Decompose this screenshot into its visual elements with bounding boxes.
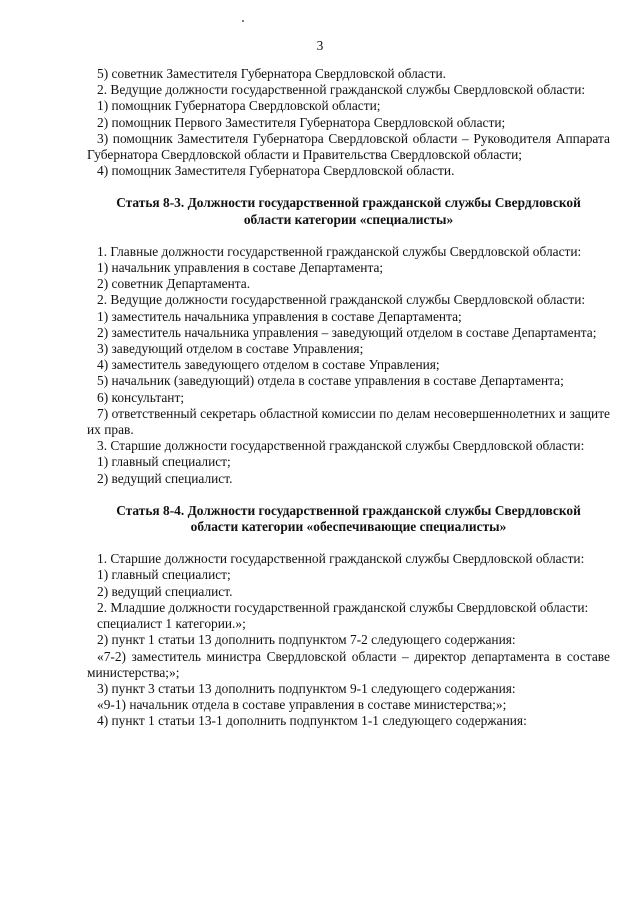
amendment-item: 2) пункт 1 статьи 13 дополнить подпунктом 7-2 следующего содержания: [97,632,516,648]
list-item: 1) главный специалист; [97,567,231,583]
amendment-text: «9-1) начальник отдела в составе управления в составе министерства;»; [97,697,507,713]
article-8-4-title: Статья 8-4. Должности государственной гражданской службы Свердловской области категории «обеспечивающие специалисты» [116,502,581,535]
list-item: 1) заместитель начальника управления в составе Департамента; [97,308,462,324]
paragraph: 1. Главные должности государственной гражданской службы Свердловской области: [97,243,582,259]
paragraph: 1. Старшие должности государственной гражданской службы Свердловской области: [97,551,585,567]
amendment-item: 3) пункт 3 статьи 13 дополнить подпунктом 9-1 следующего содержания: [97,680,516,696]
list-item: 4) помощник Заместителя Губернатора Свердловской области. [97,163,455,179]
article-8-3-title: Статья 8-3. Должности государственной гражданской службы Свердловской области категории «специалисты» [116,195,581,227]
list-item: 3) заведующий отделом в составе Управления; [97,341,364,357]
page-number: 3 [316,38,324,53]
list-item: 2) ведущий специалист. [97,470,233,486]
paragraph: 3. Старшие должности государственной гражданской службы Свердловской области: [97,438,585,454]
list-item: 3) помощник Заместителя Губернатора Свердловской области – Руководителя Аппарата Губернатора Свердловской области и Правительства Свердловской области; [87,130,610,163]
list-item: 2) помощник Первого Заместителя Губернатора Свердловской области; [97,114,506,130]
list-item: 5) начальник (заведующий) отдела в составе управления в составе Департамента; [97,373,564,389]
paragraph: 2. Младшие должности государственной гражданской службы Свердловской области: [97,599,589,615]
list-item: 4) заместитель заведующего отделом в составе Управления; [97,357,440,373]
scan-speck [242,20,244,22]
list-item: специалист 1 категории.»; [97,616,246,632]
document-body [87,66,610,730]
list-item: 6) консультант; [97,389,185,405]
list-item: 7) ответственный секретарь областной комиссии по делам несовершеннолетних и защите их прав. [87,405,610,438]
amendment-item: 4) пункт 1 статьи 13-1 дополнить подпунктом 1-1 следующего содержания: [97,713,527,729]
list-item: 1) помощник Губернатора Свердловской области; [97,98,381,114]
paragraph: 2. Ведущие должности государственной гражданской службы Свердловской области: [97,292,586,308]
paragraph: 2. Ведущие должности государственной гражданской службы Свердловской области: [97,82,586,98]
list-item: 1) главный специалист; [97,454,231,470]
list-item: 2) ведущий специалист. [97,583,233,599]
list-item: 1) начальник управления в составе Департамента; [97,260,384,276]
amendment-text: «7-2) заместитель министра Свердловской области – директор департамента в составе министерства;»; [87,648,610,680]
list-item: 2) советник Департамента. [97,276,251,292]
list-item: 5) советник Заместителя Губернатора Свердловской области. [97,66,447,81]
list-item: 2) заместитель начальника управления – заведующий отделом в составе Департамента; [97,324,597,340]
